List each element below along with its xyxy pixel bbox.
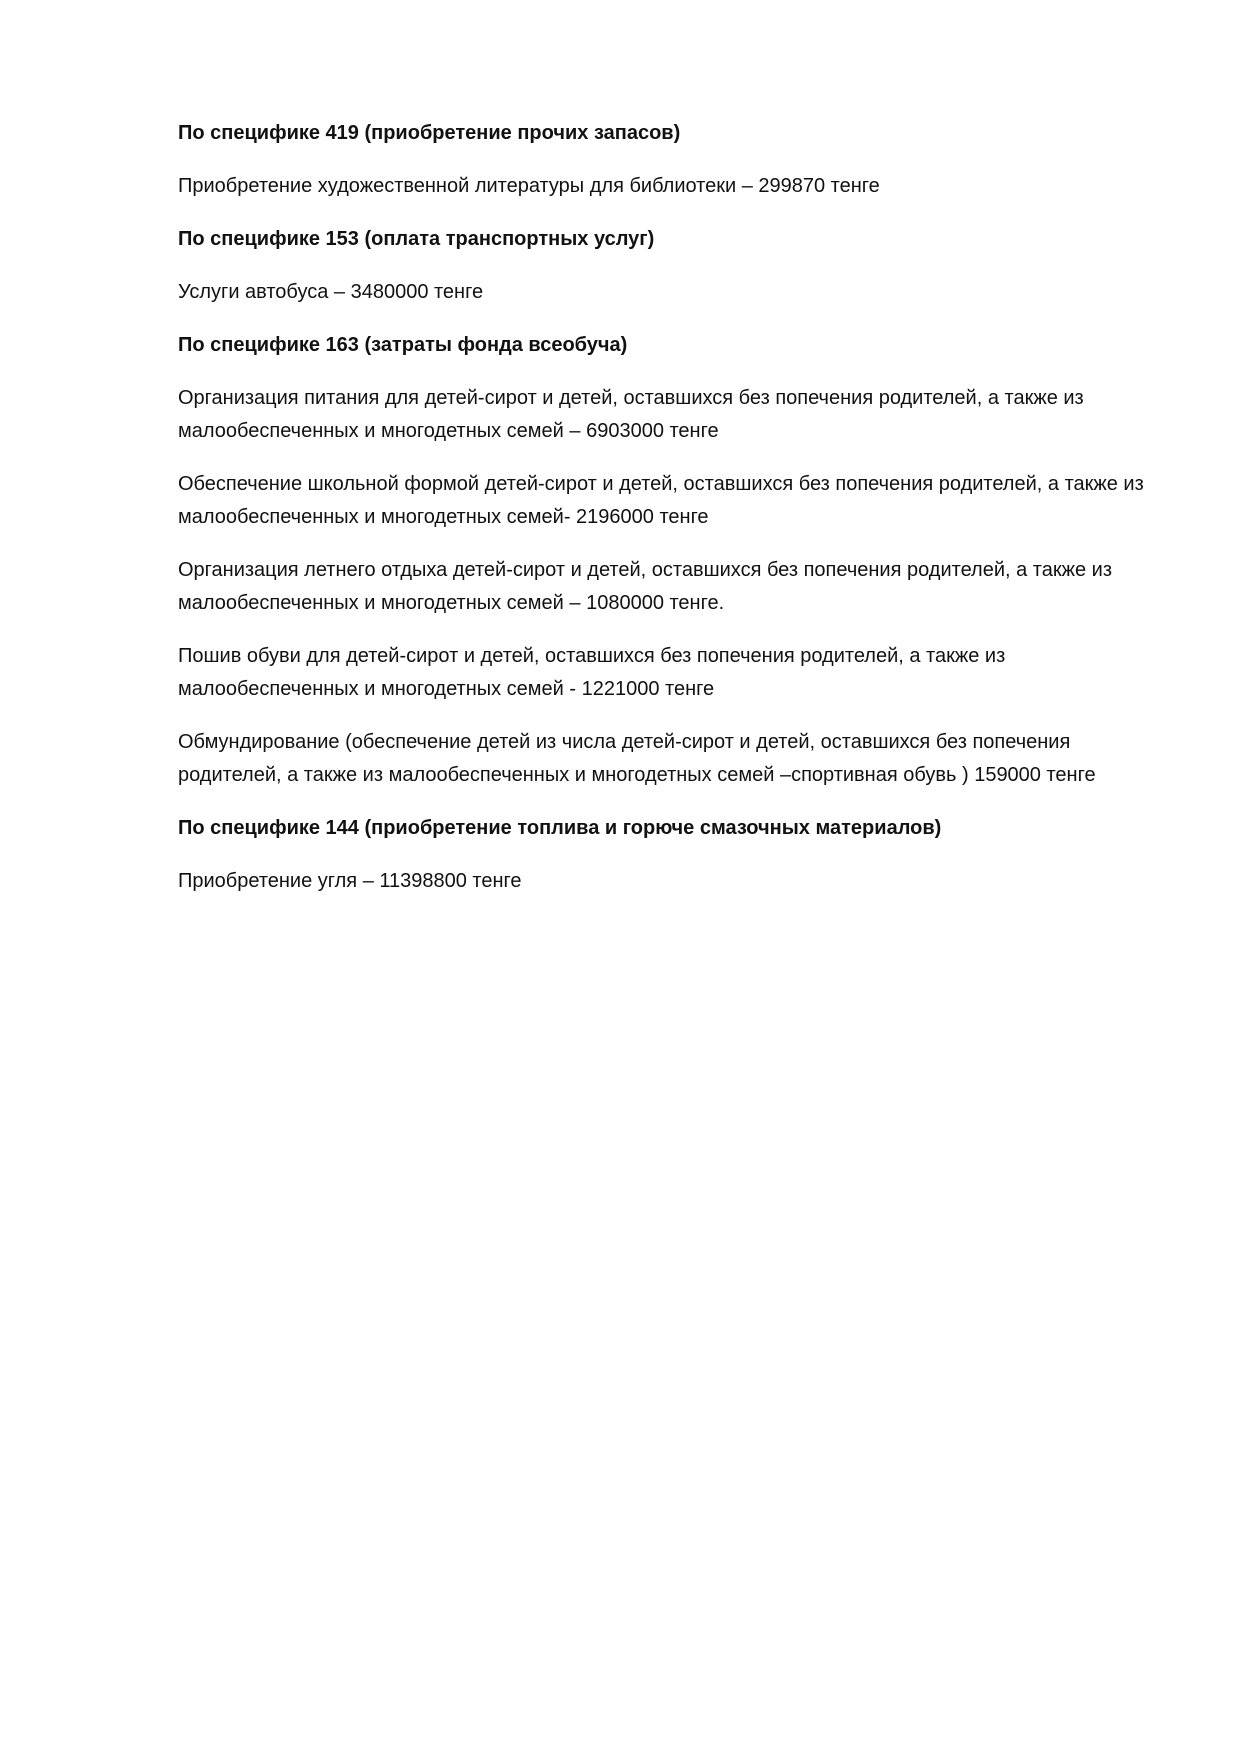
section-heading-163: По специфике 163 (затраты фонда всеобуча) <box>178 334 628 356</box>
item-fiction-literature: Приобретение художественной литературы для библиотеки – 299870 тенге <box>178 175 880 197</box>
section-heading-153: По специфике 153 (оплата транспортных услуг) <box>178 228 655 250</box>
item-summer-rest: Организация летнего отдыха детей-сирот и детей, оставшихся без попечения родителей, а также из малообеспеченных и многодетных семей – 1080000 тенге. <box>178 559 1112 614</box>
item-school-uniform: Обеспечение школьной формой детей-сирот и детей, оставшихся без попечения родителей, а также из малообеспеченных и многодетных семей- 2196000 тенге <box>178 473 1144 528</box>
section-heading-419: По специфике 419 (приобретение прочих запасов) <box>178 122 681 144</box>
document-body <box>178 117 1163 918</box>
item-bus-services: Услуги автобуса – 3480000 тенге <box>178 281 484 303</box>
item-meals: Организация питания для детей-сирот и детей, оставшихся без попечения родителей, а также из малообеспеченных и многодетных семей – 6903000 тенге <box>178 387 1084 442</box>
item-sportswear: Обмундирование (обеспечение детей из числа детей-сирот и детей, оставшихся без попечения родителей, а также из малообеспеченных и многодетных семей –спортивная обувь ) 159000 тенге <box>178 731 1096 786</box>
item-shoes-tailoring: Пошив обуви для детей-сирот и детей, оставшихся без попечения родителей, а также из малообеспеченных и многодетных семей - 1221000 тенге <box>178 645 1006 700</box>
section-heading-144: По специфике 144 (приобретение топлива и горюче смазочных материалов) <box>178 817 942 839</box>
item-coal-purchase: Приобретение угля – 11398800 тенге <box>178 870 522 892</box>
